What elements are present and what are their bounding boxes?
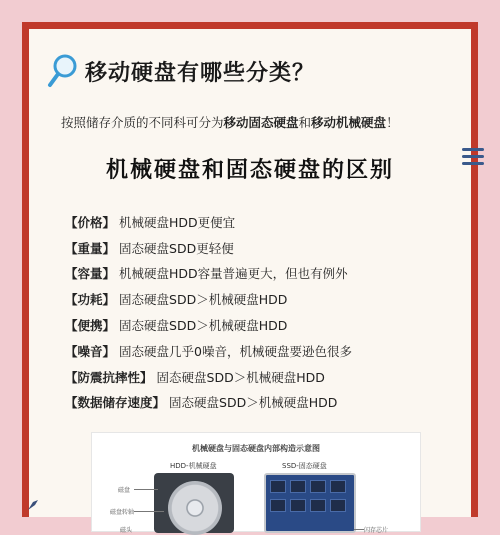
feature-key: 【重量】: [65, 240, 116, 256]
feature-noise: [65, 338, 352, 364]
flash-chip: [330, 499, 346, 512]
feature-key: 【容量】: [65, 266, 116, 282]
feature-speed: [65, 390, 352, 416]
ssd-label: SSD-固态硬盘: [282, 462, 327, 470]
feature-text: 机械硬盘HDD容量普遍更大，但也有例外: [119, 266, 348, 282]
leader-line: [134, 511, 164, 512]
leader-line: [354, 529, 364, 530]
feature-text: 固态硬盘SDD＞机械硬盘HDD: [156, 369, 325, 385]
feature-list: [65, 209, 352, 415]
ssd-illustration: [264, 473, 356, 533]
flash-chip: [290, 480, 306, 493]
diagram-title: 机械硬盘与固态硬盘内部构造示意图: [192, 444, 320, 453]
label-platter: 磁盘: [118, 487, 131, 494]
intro-term-hdd: 移动机械硬盘: [311, 115, 387, 130]
intro-suffix: ！: [386, 115, 399, 130]
structure-diagram: [91, 432, 421, 532]
hdd-illustration: [154, 473, 234, 533]
label-flash-chip: 闪存芯片: [364, 527, 389, 534]
feature-text: 固态硬盘SDD＞机械硬盘HDD: [169, 395, 338, 411]
leader-line: [134, 489, 158, 490]
feature-key: 【防震抗摔性】: [65, 369, 153, 385]
flash-chip: [270, 480, 286, 493]
feature-text: 固态硬盘SDD＞机械硬盘HDD: [119, 318, 288, 334]
content-card: [22, 22, 478, 534]
feature-key: 【功耗】: [65, 292, 116, 308]
label-spindle: 磁盘转轴: [110, 509, 135, 516]
label-head: 磁头: [120, 527, 133, 534]
feature-power: [65, 286, 352, 312]
feature-key: 【数据储存速度】: [65, 395, 166, 411]
feature-text: 机械硬盘HDD更便宜: [119, 214, 236, 230]
flash-chip: [270, 499, 286, 512]
intro-term-ssd: 移动固态硬盘: [223, 115, 299, 130]
feature-price: [65, 209, 352, 235]
flash-chip: [310, 480, 326, 493]
flash-chip: [290, 499, 306, 512]
intro-text: [61, 113, 399, 131]
question-heading: [47, 53, 315, 89]
hdd-platter: [168, 481, 222, 535]
question-title: 移动硬盘有哪些分类？: [85, 60, 316, 86]
feature-text: 固态硬盘SDD＞机械硬盘HDD: [119, 292, 288, 308]
section-title: 机械硬盘和固态硬盘的区别: [105, 158, 394, 183]
menu-lines-icon: [462, 148, 484, 170]
feature-weight: [65, 235, 352, 261]
hdd-label: HDD-机械硬盘: [170, 462, 217, 470]
feature-portability: [65, 312, 352, 338]
flash-chip: [310, 499, 326, 512]
feature-key: 【噪音】: [65, 343, 116, 359]
intro-middle: 和: [298, 115, 312, 130]
flash-chip: [330, 480, 346, 493]
intro-prefix: 按照储存介质的不同科可分为: [61, 115, 224, 130]
brush-icon: [26, 498, 40, 512]
magnifier-icon: [47, 53, 79, 89]
feature-key: 【价格】: [65, 214, 116, 230]
feature-text: 固态硬盘几乎0噪音，机械硬盘要逊色很多: [119, 343, 352, 359]
feature-shock: [65, 364, 352, 390]
feature-key: 【便携】: [65, 318, 116, 334]
feature-text: 固态硬盘SDD更轻便: [119, 240, 234, 256]
feature-capacity: [65, 261, 352, 287]
